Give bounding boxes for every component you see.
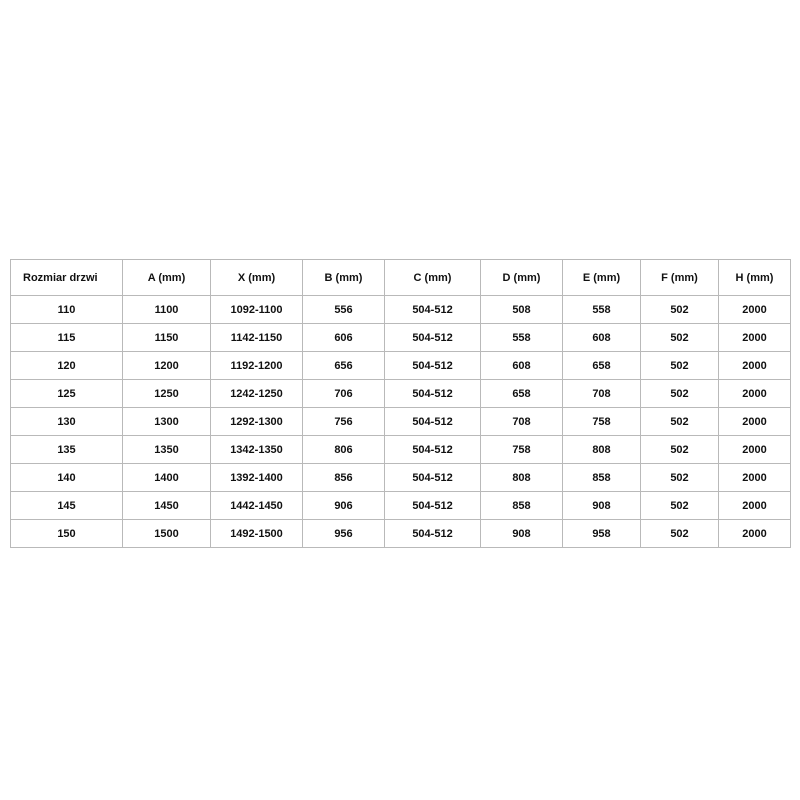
cell-b: 556 <box>303 296 385 324</box>
cell-h: 2000 <box>719 492 791 520</box>
specification-table <box>10 259 791 548</box>
cell-a: 1400 <box>123 464 211 492</box>
column-header-d: D (mm) <box>481 260 563 296</box>
column-header-c: C (mm) <box>385 260 481 296</box>
cell-a: 1300 <box>123 408 211 436</box>
cell-c: 504-512 <box>385 380 481 408</box>
cell-x: 1142-1150 <box>211 324 303 352</box>
column-header-b: B (mm) <box>303 260 385 296</box>
cell-h: 2000 <box>719 324 791 352</box>
cell-d: 658 <box>481 380 563 408</box>
cell-d: 508 <box>481 296 563 324</box>
table-row <box>11 380 791 408</box>
cell-b: 906 <box>303 492 385 520</box>
cell-f: 502 <box>641 380 719 408</box>
column-header-f: F (mm) <box>641 260 719 296</box>
cell-d: 908 <box>481 520 563 548</box>
cell-c: 504-512 <box>385 436 481 464</box>
cell-door-size: 135 <box>11 436 123 464</box>
cell-h: 2000 <box>719 408 791 436</box>
cell-d: 758 <box>481 436 563 464</box>
cell-door-size: 115 <box>11 324 123 352</box>
cell-b: 756 <box>303 408 385 436</box>
cell-door-size: 125 <box>11 380 123 408</box>
cell-f: 502 <box>641 296 719 324</box>
cell-x: 1242-1250 <box>211 380 303 408</box>
cell-a: 1100 <box>123 296 211 324</box>
cell-b: 606 <box>303 324 385 352</box>
cell-b: 806 <box>303 436 385 464</box>
cell-c: 504-512 <box>385 464 481 492</box>
cell-h: 2000 <box>719 380 791 408</box>
cell-c: 504-512 <box>385 408 481 436</box>
column-header-e: E (mm) <box>563 260 641 296</box>
cell-h: 2000 <box>719 436 791 464</box>
cell-a: 1200 <box>123 352 211 380</box>
column-header-x: X (mm) <box>211 260 303 296</box>
cell-x: 1492-1500 <box>211 520 303 548</box>
cell-f: 502 <box>641 352 719 380</box>
cell-f: 502 <box>641 492 719 520</box>
cell-x: 1342-1350 <box>211 436 303 464</box>
cell-h: 2000 <box>719 352 791 380</box>
cell-x: 1442-1450 <box>211 492 303 520</box>
table-body <box>11 296 791 548</box>
cell-a: 1150 <box>123 324 211 352</box>
cell-h: 2000 <box>719 464 791 492</box>
specification-table-container <box>10 259 790 548</box>
column-header-h: H (mm) <box>719 260 791 296</box>
cell-a: 1250 <box>123 380 211 408</box>
column-header-door-size: Rozmiar drzwi <box>11 260 123 296</box>
cell-c: 504-512 <box>385 324 481 352</box>
table-header <box>11 260 791 296</box>
cell-door-size: 150 <box>11 520 123 548</box>
cell-d: 708 <box>481 408 563 436</box>
cell-b: 956 <box>303 520 385 548</box>
cell-e: 658 <box>563 352 641 380</box>
cell-h: 2000 <box>719 520 791 548</box>
cell-x: 1292-1300 <box>211 408 303 436</box>
table-row <box>11 352 791 380</box>
table-row <box>11 296 791 324</box>
cell-e: 708 <box>563 380 641 408</box>
cell-x: 1092-1100 <box>211 296 303 324</box>
table-row <box>11 436 791 464</box>
cell-c: 504-512 <box>385 296 481 324</box>
cell-x: 1192-1200 <box>211 352 303 380</box>
cell-f: 502 <box>641 520 719 548</box>
table-row <box>11 492 791 520</box>
cell-d: 858 <box>481 492 563 520</box>
table-row <box>11 408 791 436</box>
cell-door-size: 145 <box>11 492 123 520</box>
cell-c: 504-512 <box>385 520 481 548</box>
cell-a: 1450 <box>123 492 211 520</box>
cell-b: 706 <box>303 380 385 408</box>
table-row <box>11 464 791 492</box>
cell-e: 958 <box>563 520 641 548</box>
cell-d: 808 <box>481 464 563 492</box>
cell-e: 558 <box>563 296 641 324</box>
cell-f: 502 <box>641 436 719 464</box>
column-header-a: A (mm) <box>123 260 211 296</box>
table-row <box>11 520 791 548</box>
cell-b: 656 <box>303 352 385 380</box>
cell-door-size: 130 <box>11 408 123 436</box>
cell-e: 608 <box>563 324 641 352</box>
cell-h: 2000 <box>719 296 791 324</box>
cell-f: 502 <box>641 464 719 492</box>
cell-b: 856 <box>303 464 385 492</box>
cell-c: 504-512 <box>385 492 481 520</box>
cell-door-size: 120 <box>11 352 123 380</box>
cell-door-size: 110 <box>11 296 123 324</box>
cell-c: 504-512 <box>385 352 481 380</box>
cell-door-size: 140 <box>11 464 123 492</box>
table-header-row <box>11 260 791 296</box>
cell-e: 758 <box>563 408 641 436</box>
cell-a: 1350 <box>123 436 211 464</box>
cell-e: 908 <box>563 492 641 520</box>
cell-f: 502 <box>641 324 719 352</box>
cell-e: 808 <box>563 436 641 464</box>
cell-e: 858 <box>563 464 641 492</box>
cell-d: 558 <box>481 324 563 352</box>
cell-x: 1392-1400 <box>211 464 303 492</box>
cell-f: 502 <box>641 408 719 436</box>
cell-a: 1500 <box>123 520 211 548</box>
table-row <box>11 324 791 352</box>
cell-d: 608 <box>481 352 563 380</box>
